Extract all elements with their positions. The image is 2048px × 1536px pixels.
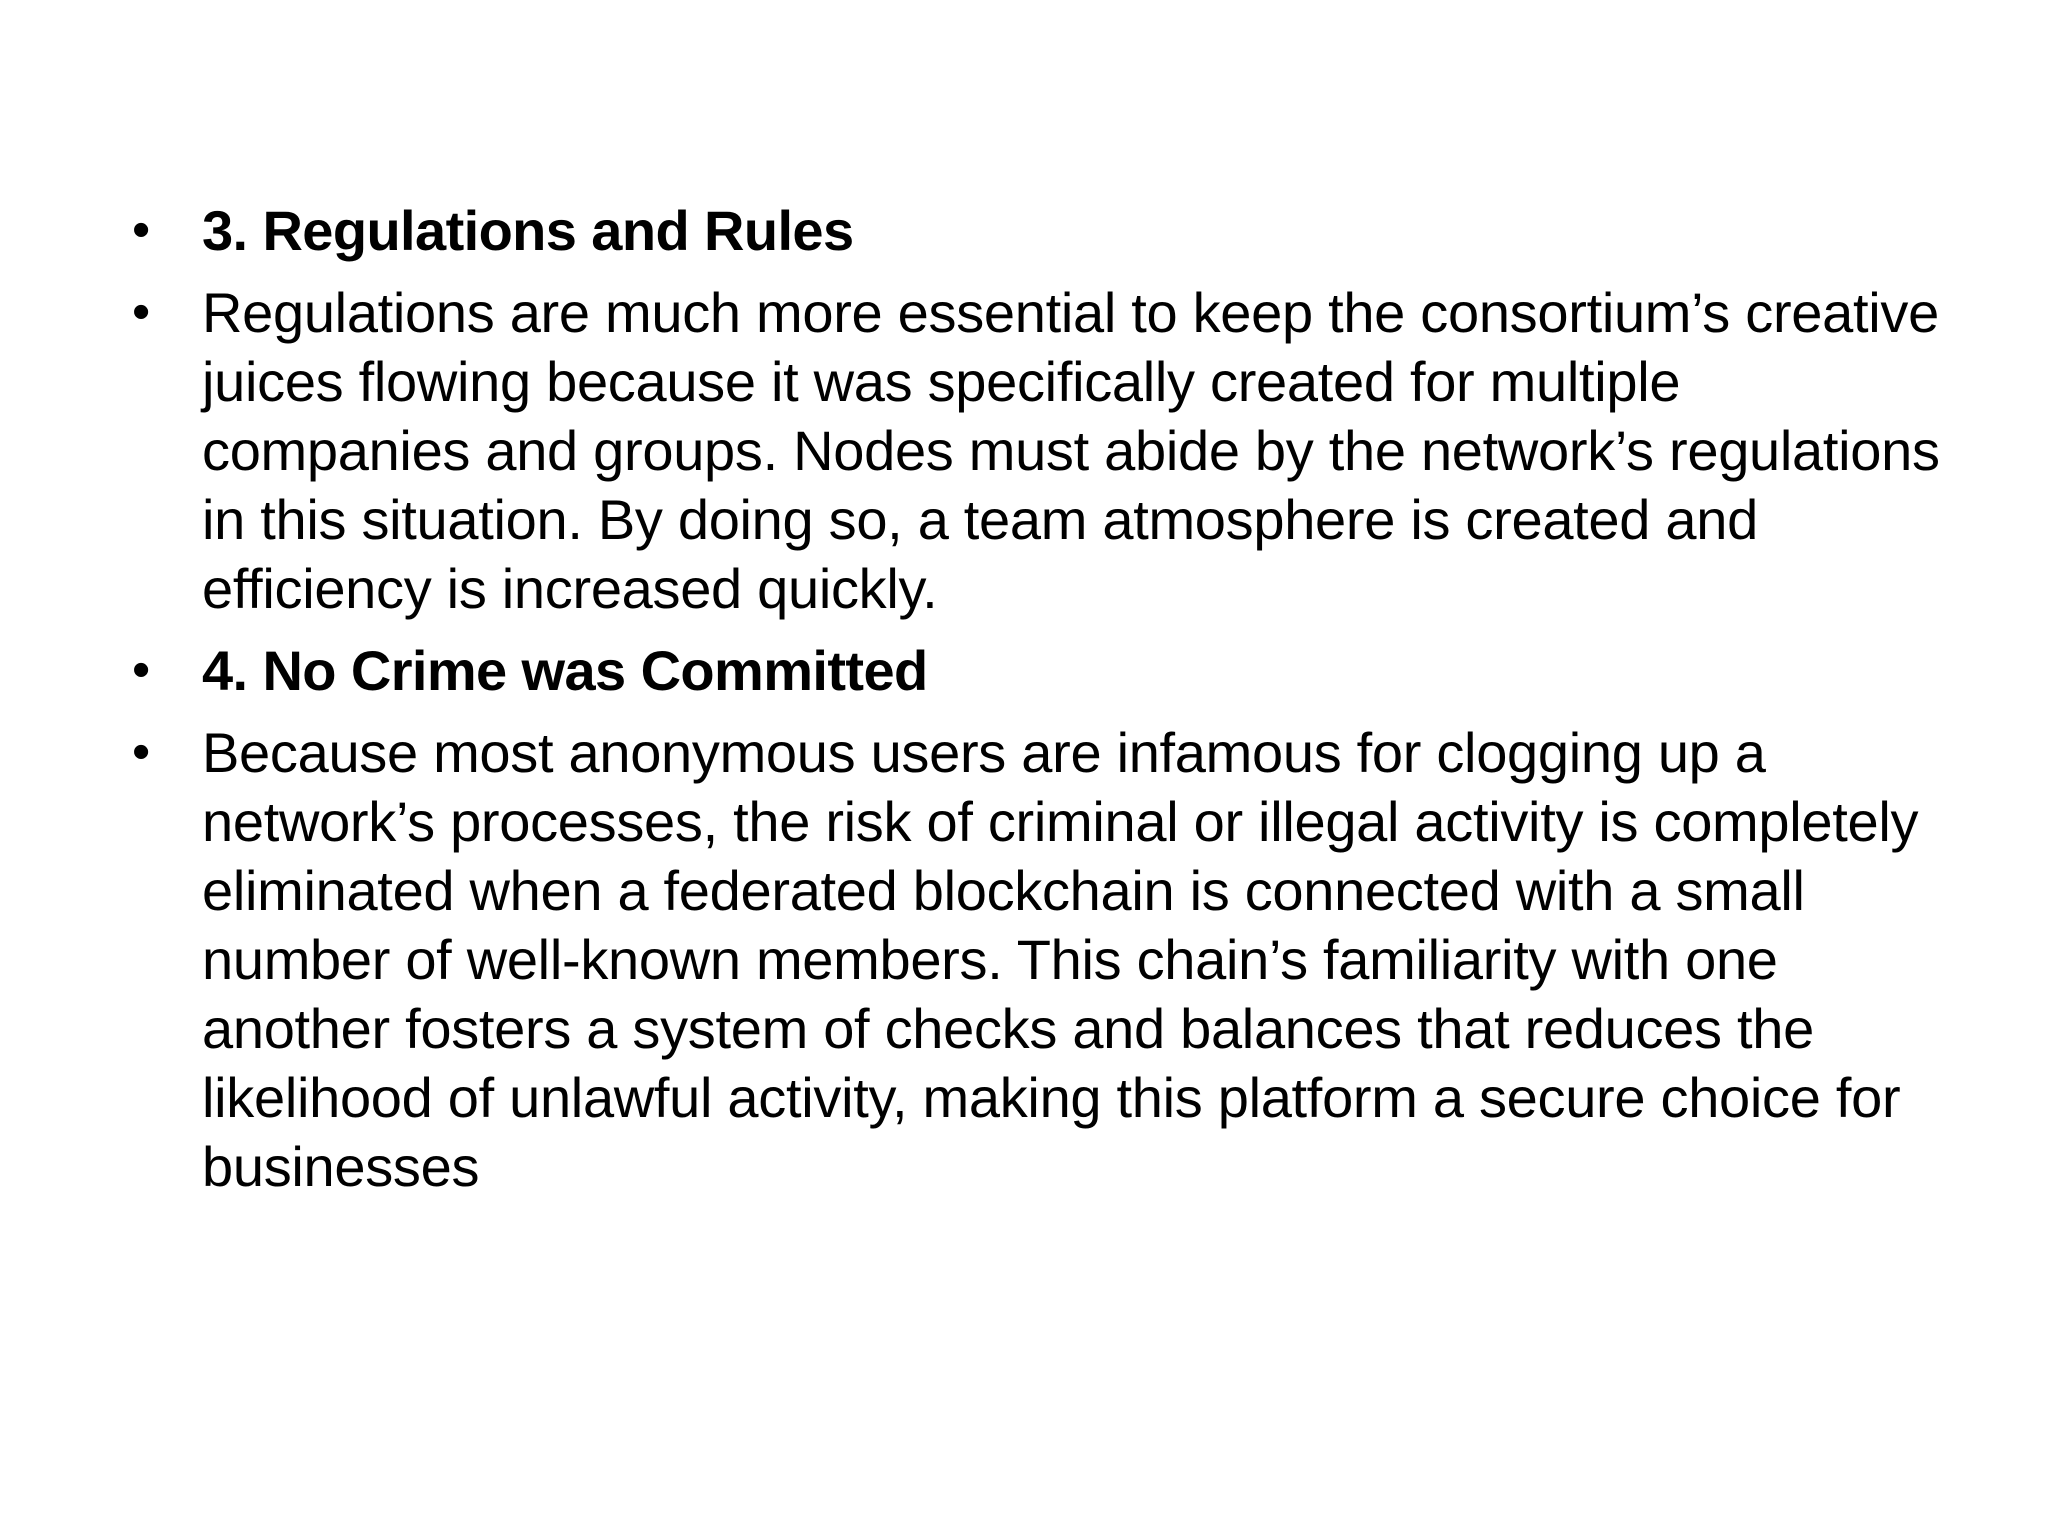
bullet-marker: •	[132, 723, 150, 781]
bullet-marker: •	[132, 641, 150, 699]
body-text: Because most anonymous users are infamous for clogging up a network’s processes, the risk of criminal or illegal activity is completely eliminated when a federated blockchain is connected with a small number of well-known members. This chain’s familiarity with one another fosters a system of checks and balances that reduces the likelihood of unlawful activity, making this platform a secure choice for businesses	[202, 721, 1919, 1198]
body-text: Regulations are much more essential to keep the consortium’s creative juices flowing because it was specifically created for multiple companies and groups. Nodes must abide by the network’s regulations in this situation. By doing so, a team atmosphere is created and efficiency is increased quickly.	[202, 281, 1940, 620]
bullet-list	[128, 196, 1958, 1201]
bullet-body-no-crime	[128, 718, 1958, 1201]
bullet-heading-no-crime	[128, 636, 1958, 705]
bullet-body-regulations	[128, 278, 1958, 623]
bullet-heading-regulations	[128, 196, 1958, 265]
bullet-marker: •	[132, 283, 150, 341]
heading-text: 4. No Crime was Committed	[202, 639, 928, 702]
bullet-marker: •	[132, 201, 150, 259]
heading-text: 3. Regulations and Rules	[202, 199, 854, 262]
